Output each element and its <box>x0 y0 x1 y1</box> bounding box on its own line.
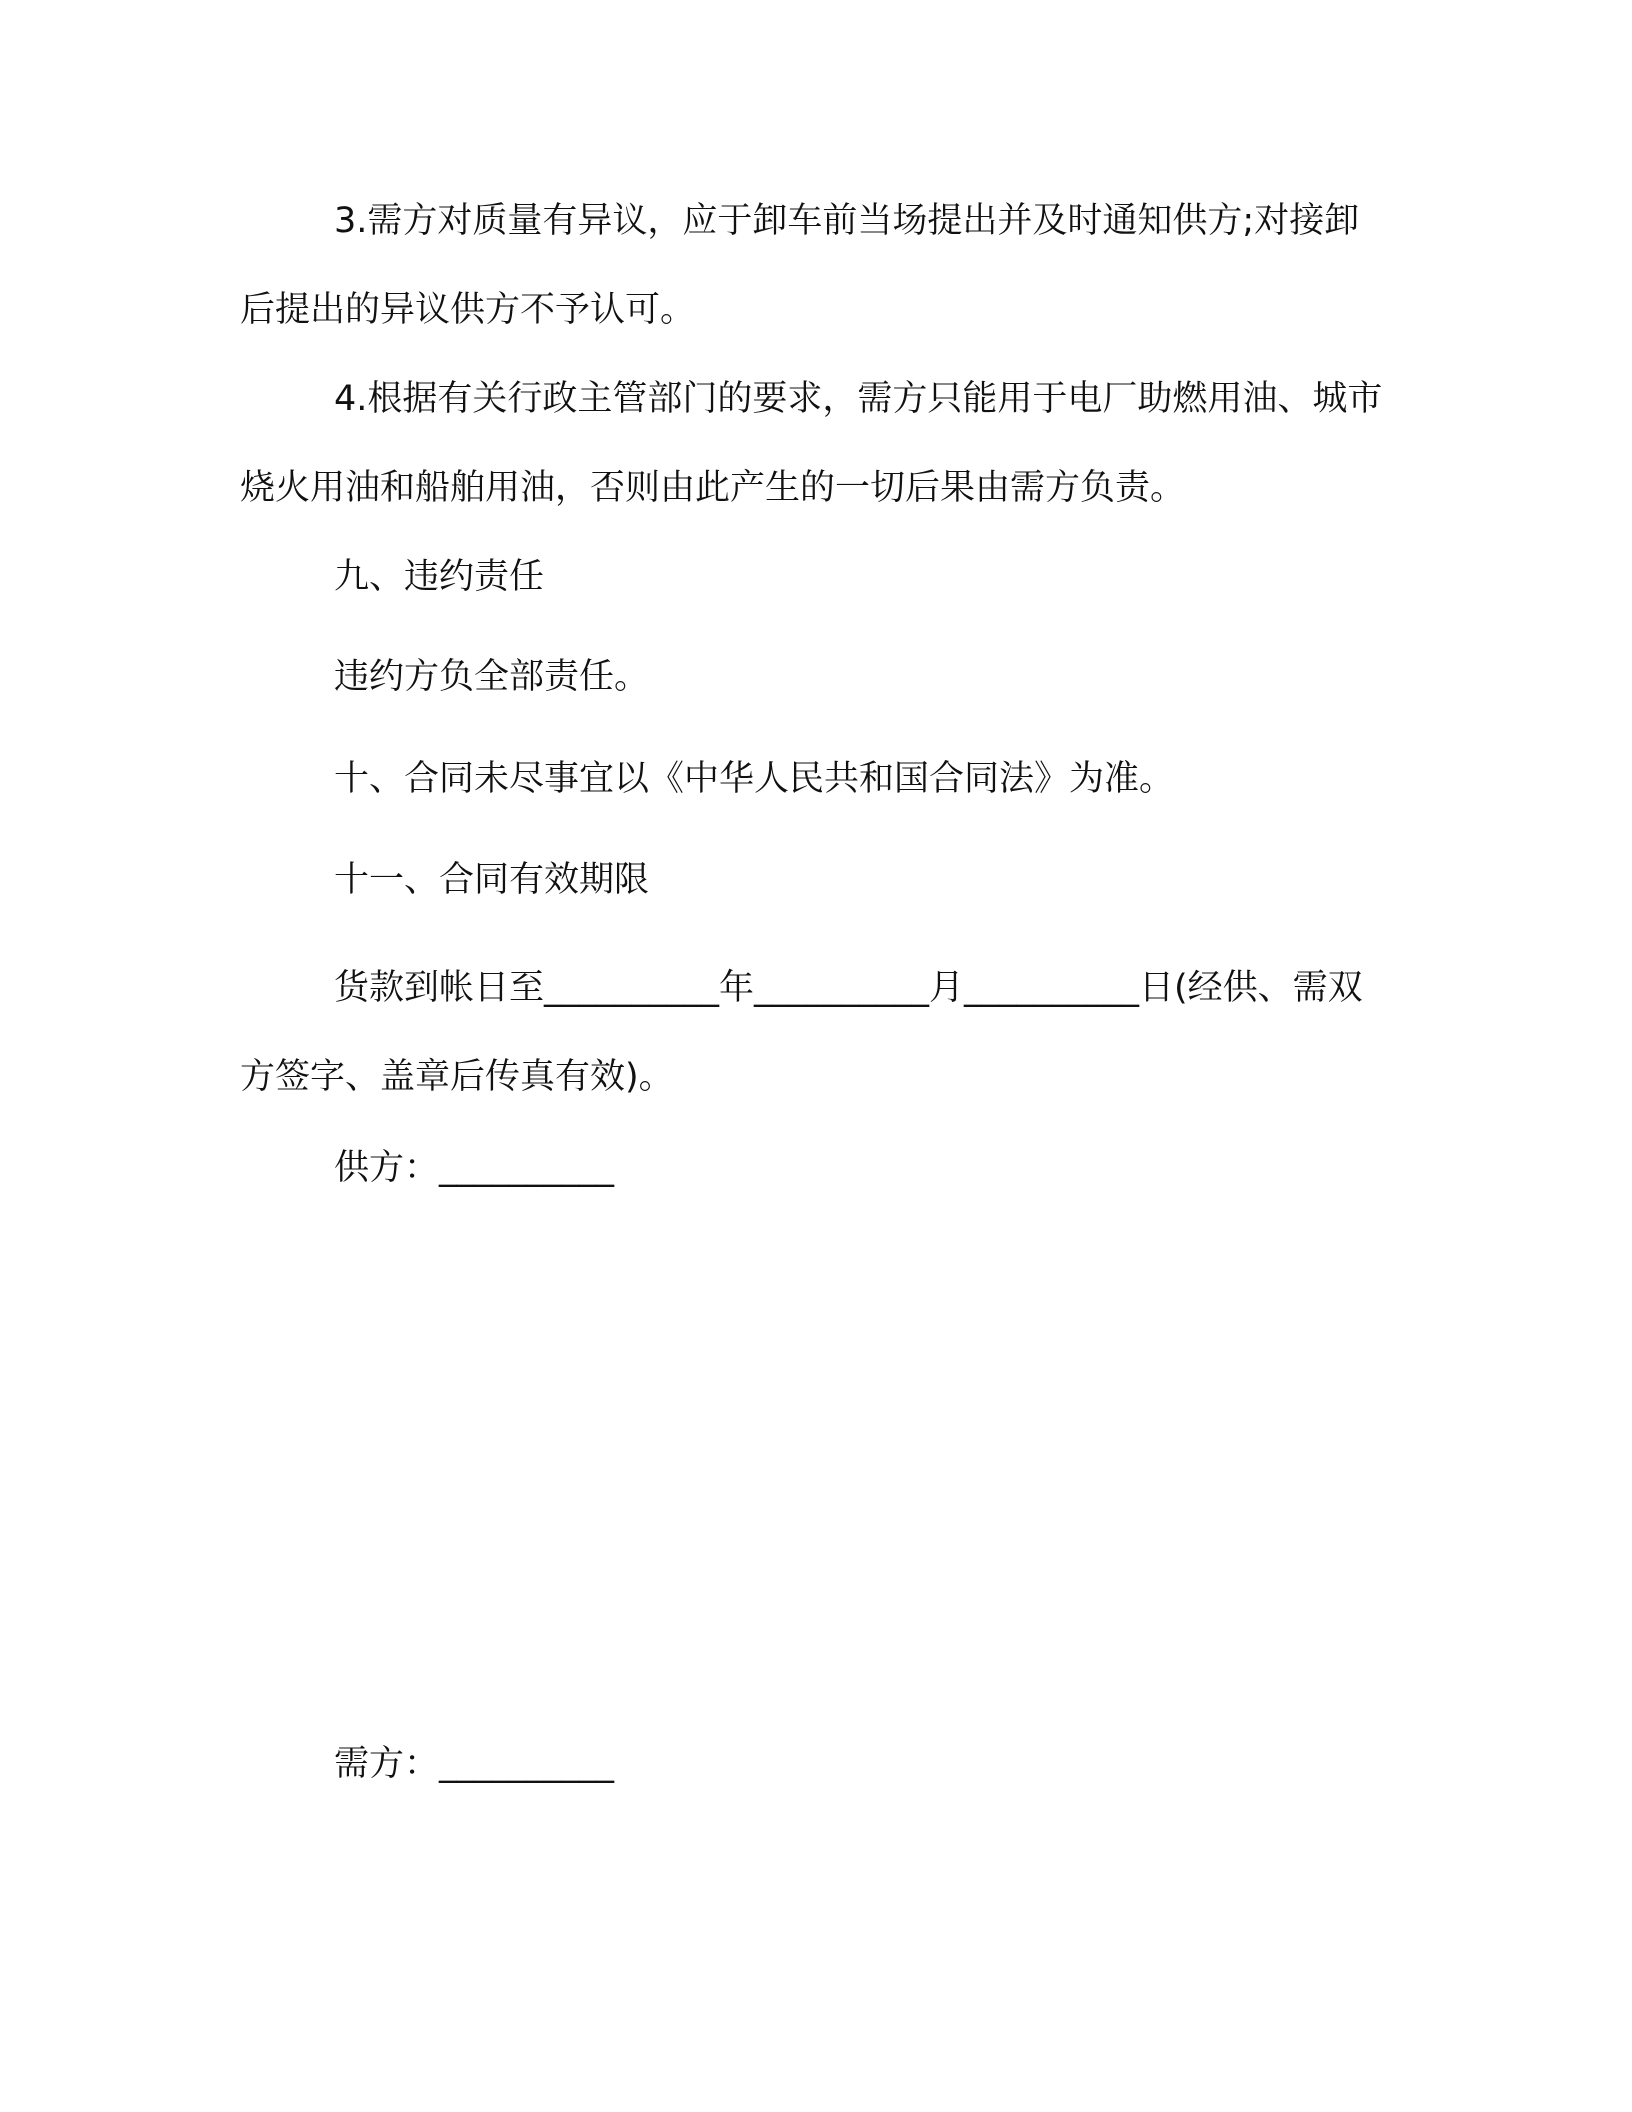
clause-4-usage-restriction: 4.根据有关行政主管部门的要求，需方只能用于电厂助燃用油、城市烧火用油和船舶用油，否则由此产生的一切后果由需方负责。 <box>240 379 1383 508</box>
section-11-heading: 十一、合同有效期限 <box>334 860 650 900</box>
buyer-signature-line: 需方：__________ <box>334 1744 615 1784</box>
section-9-body: 违约方负全部责任。 <box>334 657 650 697</box>
section-9-heading: 九、违约责任 <box>334 557 545 597</box>
section-11-validity-period: 货款到帐日至__________年__________月__________日(经供、需双方签字、盖章后传真有效)。 <box>240 968 1363 1097</box>
clause-3-quality-objection: 3.需方对质量有异议，应于卸车前当场提出并及时通知供方;对接卸后提出的异议供方不予认可。 <box>240 201 1360 330</box>
supplier-signature-line: 供方：__________ <box>334 1148 615 1188</box>
section-10-text: 十、合同未尽事宜以《中华人民共和国合同法》为准。 <box>334 759 1175 799</box>
